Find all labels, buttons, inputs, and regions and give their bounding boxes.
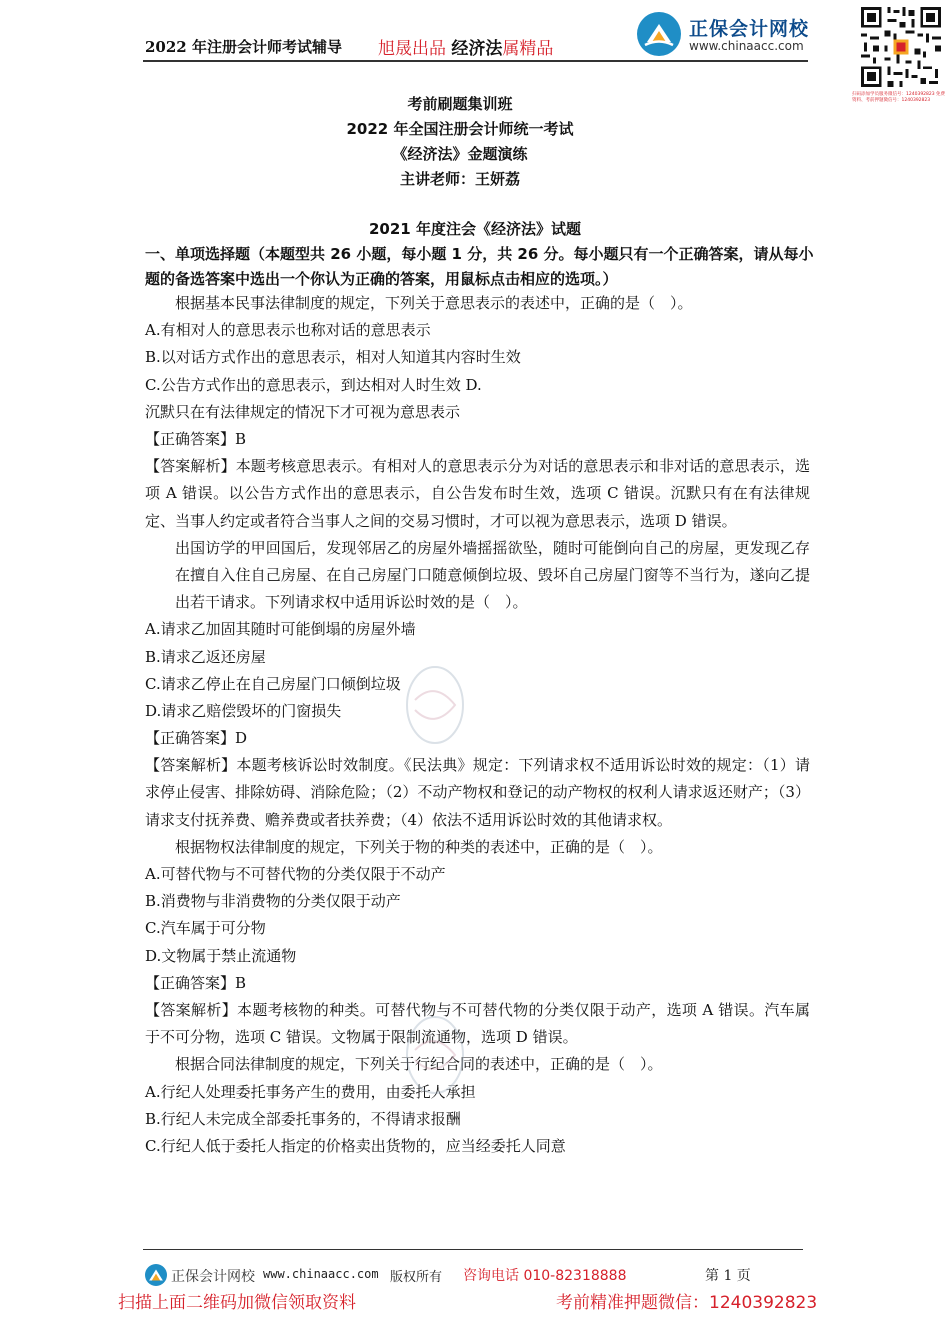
question-4-option-c: C.行纪人低于委托人指定的价格卖出货物的，应当经委托人同意 <box>145 1136 566 1155</box>
footer-copyright: 版权所有 <box>390 1270 443 1285</box>
subject-name: 《经济法》金题演练 <box>392 145 528 163</box>
question-2-option-b: B.请求乙返还房屋 <box>145 647 266 666</box>
page-number: 第 1 页 <box>705 1268 751 1284</box>
header-slogan-part2: 属精品 <box>502 39 554 59</box>
question-1-stem: 根据基本民事法律制度的规定，下列关于意思表示的表述中，正确的是（ ）。 <box>175 294 693 312</box>
question-2-option-a: A.请求乙加固其随时可能倒塌的房屋外墙 <box>145 620 416 639</box>
question-1-option-d: 沉默只在有法律规定的情况下才可视为意思表示 <box>145 402 461 421</box>
brand-logo <box>637 10 812 58</box>
promo-scan-qr: 扫描上面二维码加微信领取资料 <box>118 1293 356 1313</box>
question-2-analysis: 【答案解析】本题考核诉讼时效制度。《民法典》规定：下列请求权不适用诉讼时效的规定：（1）请求停止侵害、排除妨碍、消除危险；（2）不动产物权和登记的动产物权的权利人请求返还财产；（3）请求支付抚养费、赡养费或者扶养费；（4）依法不适用诉讼时效的其他请求权。 <box>145 756 810 829</box>
footer-brand: 正保会计网校 <box>171 1269 255 1285</box>
header-slogan-subject: 经济法 <box>451 39 503 59</box>
header-slogan <box>378 34 553 59</box>
page-footer <box>145 1264 810 1288</box>
question-3-option-d: D.文物属于禁止流通物 <box>145 946 297 965</box>
qr-code-icon <box>858 4 944 90</box>
question-list <box>145 290 810 1160</box>
question-2-answer: 【正确答案】D <box>145 729 248 748</box>
question-1-option-c: C.公告方式作出的意思表示，到达相对人时生效 D. <box>145 375 482 394</box>
brand-logo-url: www.chinaacc.com <box>689 39 804 53</box>
qr-caption: 扫码添加学员服务微信号：1240392823 免费资料、考前押题微信号：1240392823 <box>852 92 946 103</box>
question-4-stem: 根据合同法律制度的规定，下列关于行纪合同的表述中，正确的是（ ）。 <box>175 1055 663 1074</box>
part-title: 一、单项选择题（本题型共 26 小题，每小题 1 分，共 26 分。每小题只有一个正确答案，请从每小题的备选答案中选出一个你认为正确的答案，用鼠标点击相应的选项。） <box>145 245 814 288</box>
course-name: 考前刷题集训班 <box>407 95 513 113</box>
header-divider <box>143 60 808 62</box>
section-title: 2021 年度注会《经济法》试题 <box>369 220 581 238</box>
question-1-option-b: B.以对话方式作出的意思表示，相对人知道其内容时生效 <box>145 348 521 367</box>
document-title-block <box>0 92 950 192</box>
question-2-option-d: D.请求乙赔偿毁坏的门窗损失 <box>145 701 342 720</box>
footer-divider <box>143 1249 803 1250</box>
brand-logo-name: 正保会计网校 <box>689 18 810 40</box>
footer-website: www.chinaacc.com <box>263 1267 379 1281</box>
question-4-option-a: A.行纪人处理委托事务产生的费用，由委托人承担 <box>145 1082 476 1101</box>
question-3-stem: 根据物权法律制度的规定，下列关于物的种类的表述中，正确的是（ ）。 <box>175 837 663 856</box>
question-1-option-a: A.有相对人的意思表示也称对话的意思表示 <box>145 321 431 340</box>
question-3-option-c: C.汽车属于可分物 <box>145 919 266 938</box>
footer-phone: 咨询电话 010-82318888 <box>463 1268 627 1284</box>
question-3-answer: 【正确答案】B <box>145 973 247 992</box>
teacher-name: 主讲老师：王妍荔 <box>399 170 520 188</box>
question-2-option-c: C.请求乙停止在自己房屋门口倾倒垃圾 <box>145 674 401 693</box>
header-slogan-part1: 旭晟出品 <box>378 39 446 59</box>
exam-name: 2022 年全国注册会计师统一考试 <box>346 120 574 138</box>
brand-logo-icon <box>637 12 681 56</box>
question-3-analysis: 【答案解析】本题考核物的种类。可替代物与不可替代物的分类仅限于动产，选项 A 错误。汽车属于不可分物，选项 C 错误。文物属于限制流通物，选项 D 错误。 <box>145 1001 810 1047</box>
question-1-analysis: 【答案解析】本题考核意思表示。有相对人的意思表示分为对话的意思表示和非对话的意思表示，选项 A 错误。以公告方式作出的意思表示，自公告发布时生效，选项 C 错误。沉默只有在有法律规定、当事人约定或者符合当事人之间的交易习惯时，才可以视为意思表示，选项 D 错误。 <box>145 457 810 530</box>
question-4-option-b: B.行纪人未完成全部委托事务的，不得请求报酬 <box>145 1109 461 1128</box>
question-2-stem: 出国访学的甲回国后，发现邻居乙的房屋外墙摇摇欲坠，随时可能倒向自己的房屋，更发现乙存在擅自入住自己房屋、在自己房屋门口随意倾倒垃圾、毁坏自己房屋门窗等不当行为，遂向乙提出若干请求。下列请求权中适用诉讼时效的是（ ）。 <box>175 538 810 612</box>
promo-wechat: 考前精准押题微信：1240392823 <box>556 1293 818 1313</box>
footer-logo-icon <box>145 1264 167 1286</box>
question-1-answer: 【正确答案】B <box>145 429 247 448</box>
page-header <box>0 0 950 103</box>
header-course-title: 2022 年注册会计师考试辅导 <box>145 38 342 56</box>
question-3-option-b: B.消费物与非消费物的分类仅限于动产 <box>145 892 401 911</box>
question-3-option-a: A.可替代物与不可替代物的分类仅限于不动产 <box>145 865 446 884</box>
